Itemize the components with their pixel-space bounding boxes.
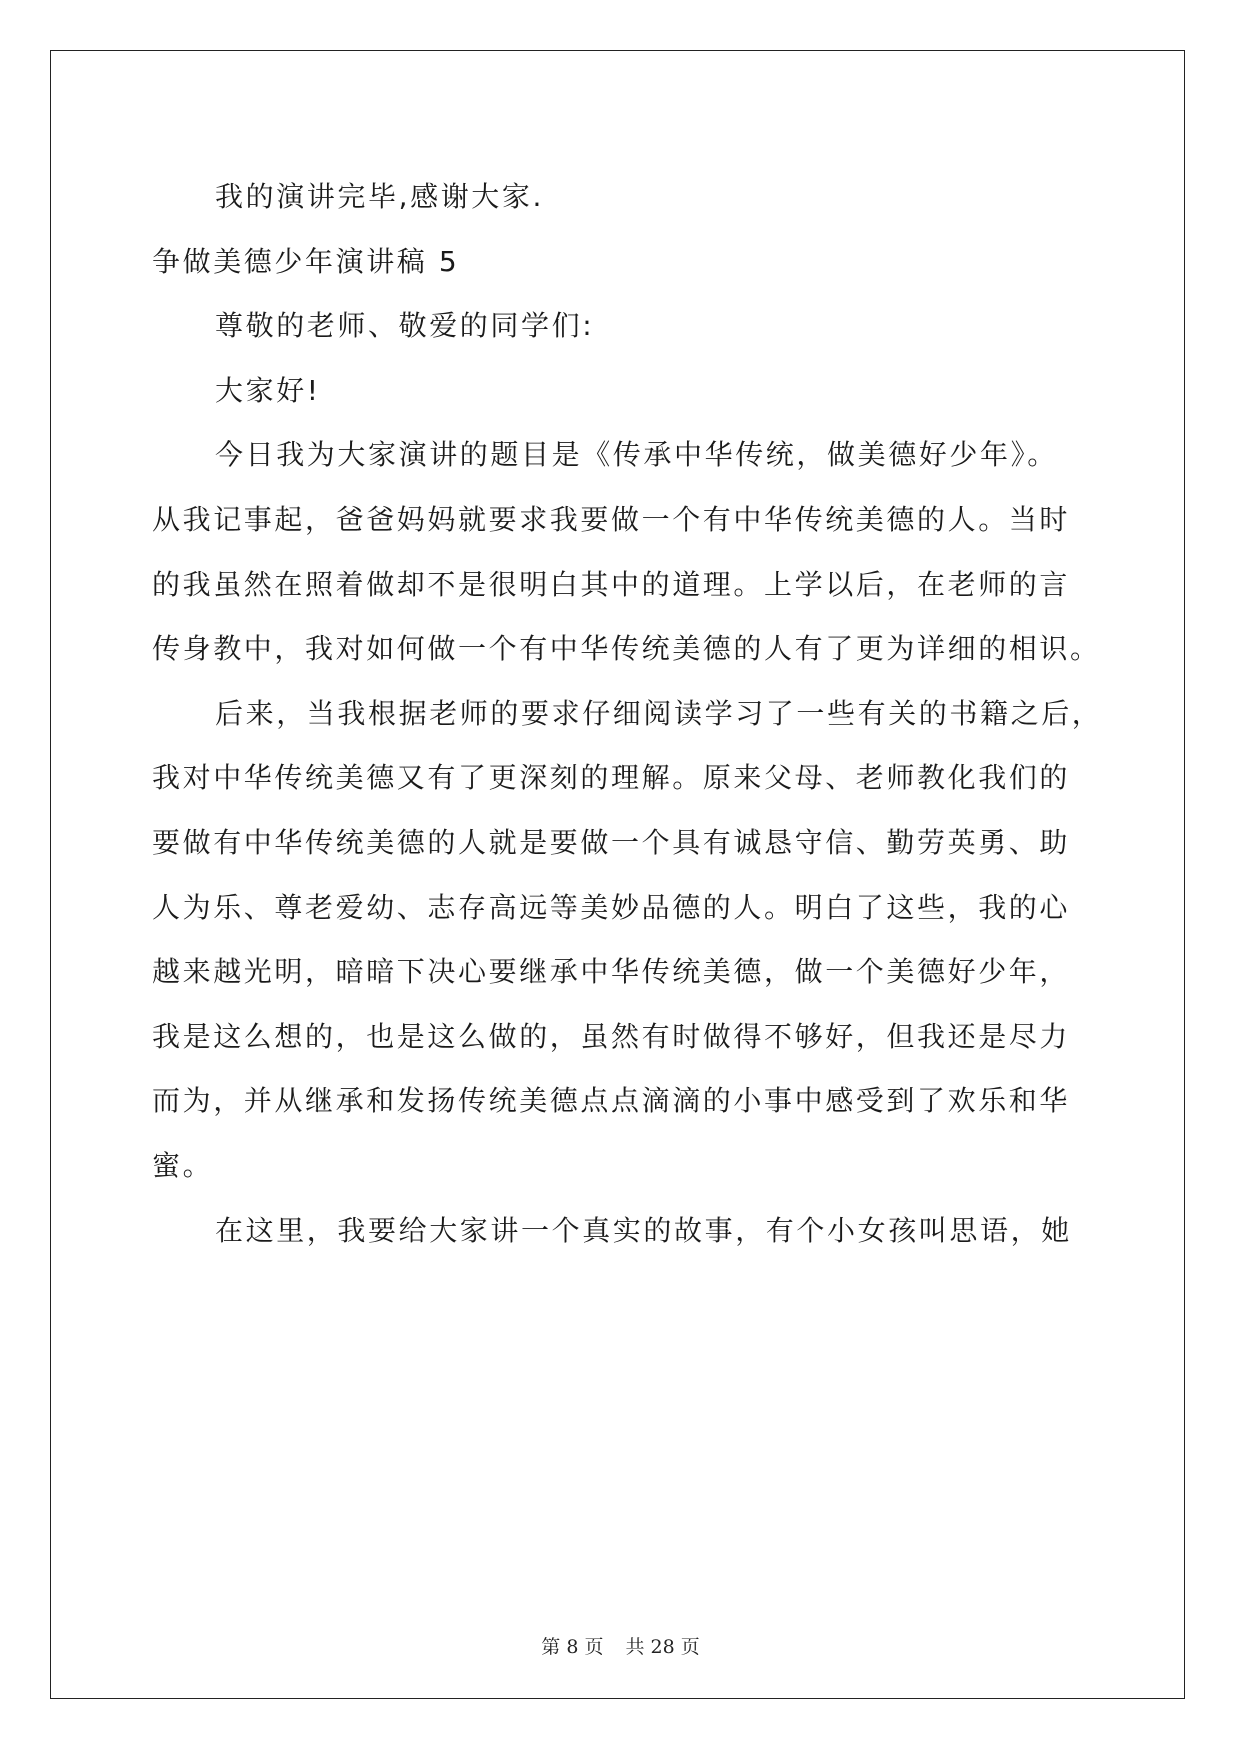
paragraph-line: 后来，当我根据老师的要求仔细阅读学习了一些有关的书籍之后，	[215, 696, 1103, 730]
page-number: 第 8 页	[541, 1636, 604, 1658]
paragraph-line: 传身教中，我对如何做一个有中华传统美德的人有了更为详细的相识。	[152, 632, 1101, 666]
paragraph-line: 人为乐、尊老爱幼、志存高远等美妙品德的人。明白了这些，我的心	[152, 890, 1071, 924]
paragraph-line: 要做有中华传统美德的人就是要做一个具有诚恳守信、勤劳英勇、助	[152, 825, 1071, 859]
section-heading: 争做美德少年演讲稿 5	[152, 244, 460, 278]
paragraph-line: 大家好!	[215, 373, 321, 407]
paragraph-line: 蜜。	[152, 1148, 214, 1182]
document-body	[152, 165, 1103, 1263]
paragraph-line: 尊敬的老师、敬爱的同学们:	[215, 309, 595, 343]
paragraph-line: 从我记事起，爸爸妈妈就要求我要做一个有中华传统美德的人。当时	[152, 502, 1071, 536]
paragraph-line: 越来越光明，暗暗下决心要继承中华传统美德，做一个美德好少年，	[152, 955, 1071, 989]
page-footer	[0, 1632, 1241, 1659]
page-total: 共 28 页	[625, 1636, 700, 1658]
paragraph-line: 今日我为大家演讲的题目是《传承中华传统，做美德好少年》。	[215, 438, 1058, 472]
paragraph-line: 而为，并从继承和发扬传统美德点点滴滴的小事中感受到了欢乐和华	[152, 1084, 1071, 1118]
paragraph-line: 的我虽然在照着做却不是很明白其中的道理。上学以后，在老师的言	[152, 567, 1071, 601]
paragraph-line: 我的演讲完毕,感谢大家.	[215, 180, 545, 213]
paragraph-line: 我是这么想的，也是这么做的，虽然有时做得不够好，但我还是尽力	[152, 1019, 1071, 1053]
paragraph-line: 在这里，我要给大家讲一个真实的故事，有个小女孩叫思语，她	[215, 1213, 1072, 1247]
paragraph-line: 我对中华传统美德又有了更深刻的理解。原来父母、老师教化我们的	[152, 761, 1071, 795]
